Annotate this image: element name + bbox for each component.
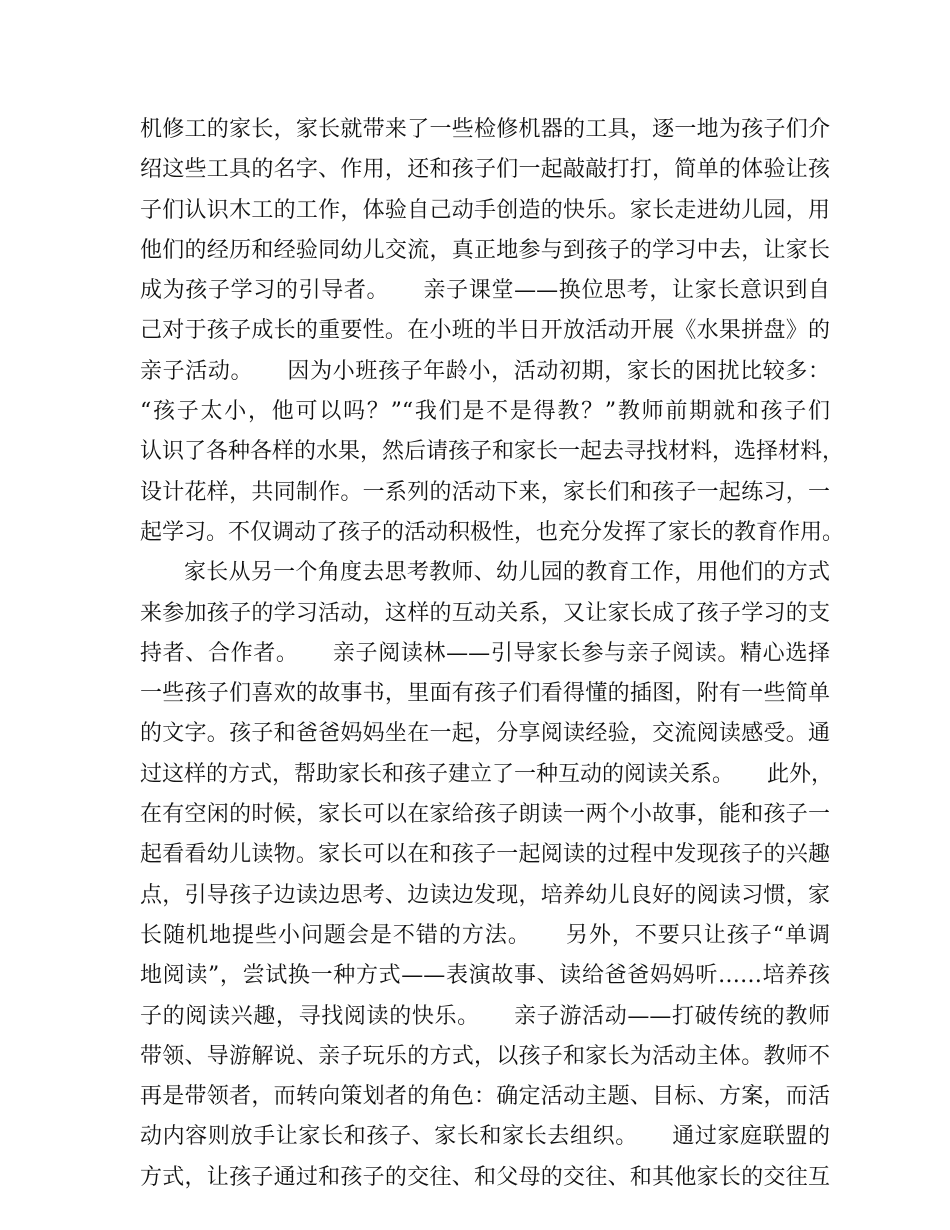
text-line: 己对于孩子成长的重要性。在小班的半日开放活动开展《水果拼盘》的: [140, 318, 830, 344]
text-line: 他们的经历和经验同幼儿交流，真正地参与到孩子的学习中去，让家长: [140, 237, 830, 263]
text-line: “孩子太小，他可以吗？”“我们是不是得教？”教师前期就和孩子们: [140, 399, 830, 425]
text-line: 地阅读”，尝试换一种方式——表演故事、读给爸爸妈妈听……培养孩: [140, 963, 830, 989]
text-line: 成为孩子学习的引导者。 亲子课堂——换位思考，让家长意识到自: [140, 278, 830, 304]
text-line: 过这样的方式，帮助家长和孩子建立了一种互动的阅读关系。 此外，: [140, 761, 834, 787]
text-line: 在有空闲的时候，家长可以在家给孩子朗读一两个小故事，能和孩子一: [140, 802, 830, 828]
body-text: [140, 110, 845, 1198]
text-line: 起学习。不仅调动了孩子的活动积极性，也充分发挥了家长的教育作用。: [140, 519, 845, 545]
text-line: 的文字。孩子和爸爸妈妈坐在一起，分享阅读经验，交流阅读感受。通: [140, 721, 830, 747]
text-line: 绍这些工具的名字、作用，还和孩子们一起敲敲打打，简单的体验让孩: [140, 157, 830, 183]
text-line: 再是带领者，而转向策划者的角色：确定活动主题、目标、方案，而活: [140, 1084, 830, 1110]
text-line: 方式，让孩子通过和孩子的交往、和父母的交往、和其他家长的交往互: [140, 1164, 830, 1190]
text-line: 一些孩子们喜欢的故事书，里面有孩子们看得懂的插图，附有一些简单: [140, 681, 830, 707]
text-line: 来参加孩子的学习活动，这样的互动关系，又让家长成了孩子学习的支: [140, 600, 830, 626]
text-line: 认识了各种各样的水果，然后请孩子和家长一起去寻找材料，选择材料，: [140, 439, 845, 465]
text-line: 带领、导游解说、亲子玩乐的方式，以孩子和家长为活动主体。教师不: [140, 1043, 830, 1069]
text-line: 亲子活动。 因为小班孩子年龄小，活动初期，家长的困扰比较多：: [140, 358, 830, 384]
text-line: 动内容则放手让家长和孩子、家长和家长去组织。 通过家庭联盟的: [140, 1124, 830, 1150]
text-line: 子的阅读兴趣，寻找阅读的快乐。 亲子游活动——打破传统的教师: [140, 1003, 830, 1029]
text-line: 设计花样，共同制作。一系列的活动下来，家长们和孩子一起练习，一: [140, 479, 830, 505]
text-line: 起看看幼儿读物。家长可以在和孩子一起阅读的过程中发现孩子的兴趣: [140, 842, 830, 868]
text-line: 长随机地提些小问题会是不错的方法。 另外，不要只让孩子“单调: [140, 922, 830, 948]
text-line-indented: 家长从另一个角度去思考教师、幼儿园的教育工作，用他们的方式: [184, 560, 830, 586]
text-line: 点，引导孩子边读边思考、边读边发现，培养幼儿良好的阅读习惯，家: [140, 882, 830, 908]
text-line: 子们认识木工的工作，体验自己动手创造的快乐。家长走进幼儿园，用: [140, 197, 830, 223]
text-line: 持者、合作者。 亲子阅读林——引导家长参与亲子阅读。精心选择: [140, 640, 830, 666]
text-line: 机修工的家长，家长就带来了一些检修机器的工具，逐一地为孩子们介: [140, 117, 830, 142]
